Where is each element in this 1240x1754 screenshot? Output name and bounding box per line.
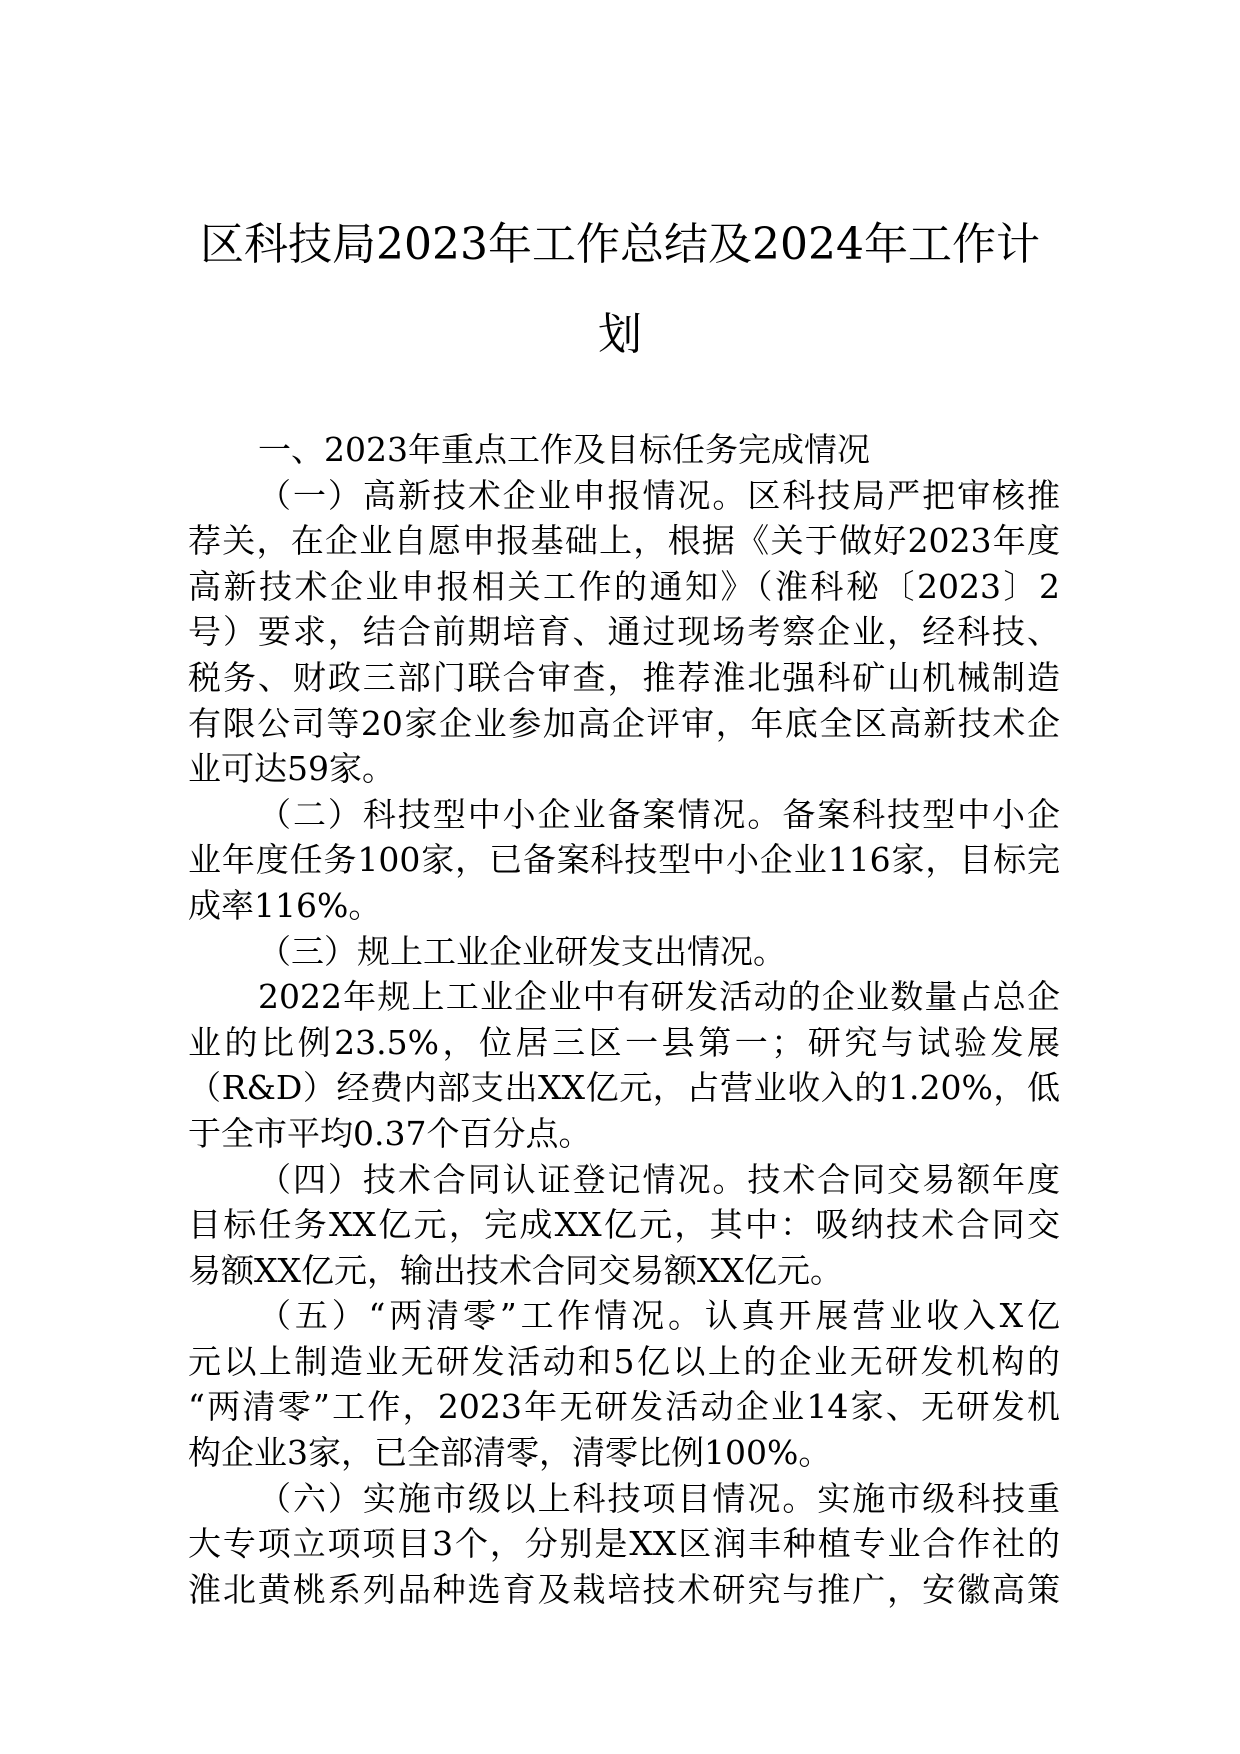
text-line: 目标任务XX亿元，完成XX亿元，其中：吸纳技术合同交 xyxy=(188,1205,1060,1245)
text-line: 大专项立项项目3个，分别是XX区润丰种植专业合作社的 xyxy=(188,1524,1060,1564)
text-line: 税务、财政三部门联合审查，推荐淮北强科矿山机械制造 xyxy=(188,657,1060,697)
text-line: 2022年规上工业企业中有研发活动的企业数量占总企 xyxy=(258,977,1060,1017)
text-line: “两清零”工作，2023年无研发活动企业14家、无研发机 xyxy=(188,1387,1060,1427)
paragraph xyxy=(188,1293,1060,1475)
text-line: （四）技术合同认证登记情况。技术合同交易额年度 xyxy=(258,1159,1060,1199)
text-line: 有限公司等20家企业参加高企评审，年底全区高新技术企 xyxy=(188,703,1060,743)
text-line: 一、2023年重点工作及目标任务完成情况 xyxy=(258,430,870,469)
text-line: 易额XX亿元，输出技术合同交易额XX亿元。 xyxy=(188,1250,843,1290)
text-line: 业年度任务100家，已备案科技型中小企业116家，目标完 xyxy=(188,840,1060,880)
document-title-continued: 划 xyxy=(598,309,642,360)
text-line: 业的比例23.5%，位居三区一县第一；研究与试验发展 xyxy=(188,1022,1060,1062)
paragraph xyxy=(188,792,1060,929)
text-line: 构企业3家，已全部清零，清零比例100%。 xyxy=(188,1433,832,1473)
text-line: （二）科技型中小企业备案情况。备案科技型中小企 xyxy=(258,794,1060,834)
text-line: （三）规上工业企业研发支出情况。 xyxy=(258,931,786,971)
text-line: 高新技术企业申报相关工作的通知》（淮科秘〔2023〕2 xyxy=(188,566,1060,606)
text-line: （一）高新技术企业申报情况。区科技局严把审核推 xyxy=(258,475,1060,515)
text-line: （五）“两清零”工作情况。认真开展营业收入X亿 xyxy=(258,1296,1060,1336)
document-body xyxy=(188,427,1060,1612)
text-line: （R&D）经费内部支出XX亿元，占营业收入的1.20%，低 xyxy=(188,1068,1060,1108)
paragraph xyxy=(188,473,1060,792)
paragraph xyxy=(188,1476,1060,1613)
text-line: 号）要求，结合前期培育、通过现场考察企业，经科技、 xyxy=(188,612,1060,652)
paragraph xyxy=(188,974,1060,1156)
text-line: 成率116%。 xyxy=(188,885,382,925)
text-line: 荐关，在企业自愿申报基础上，根据《关于做好2023年度 xyxy=(188,521,1060,561)
text-line: 于全市平均0.37个百分点。 xyxy=(188,1113,592,1153)
document-title: 区科技局2023年工作总结及2024年工作计 xyxy=(200,219,1040,270)
paragraph xyxy=(188,1157,1060,1294)
paragraph xyxy=(188,929,1060,975)
text-line: 淮北黄桃系列品种选育及栽培技术研究与推广，安徽高策 xyxy=(188,1569,1060,1609)
paragraph xyxy=(188,427,1060,473)
text-line: 元以上制造业无研发活动和5亿以上的企业无研发机构的 xyxy=(188,1341,1060,1381)
text-line: （六）实施市级以上科技项目情况。实施市级科技重 xyxy=(258,1478,1060,1518)
text-line: 业可达59家。 xyxy=(188,749,395,789)
